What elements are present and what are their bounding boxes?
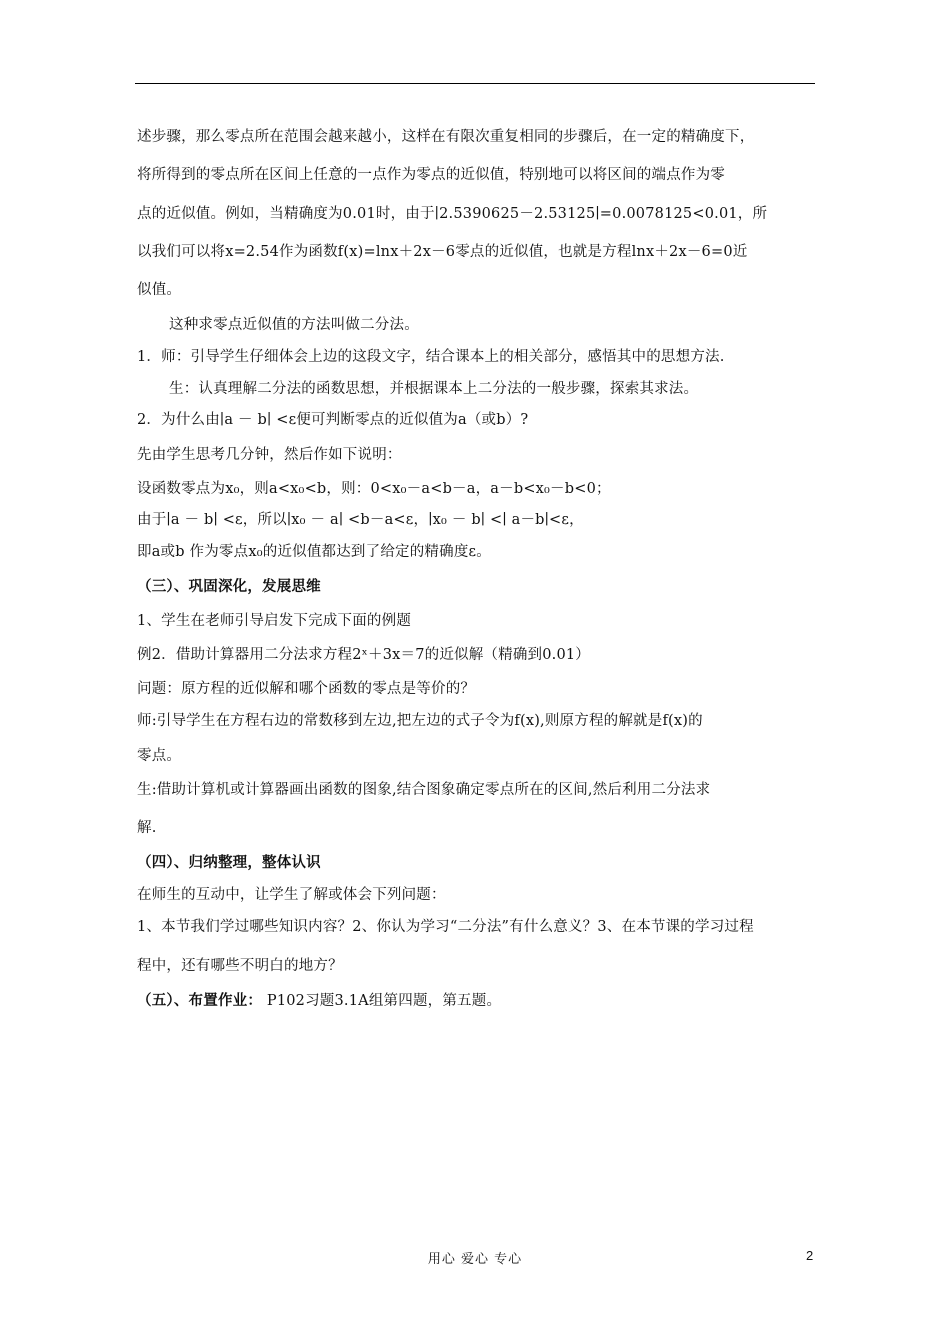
section-heading: （五）、布置作业： (137, 992, 263, 1009)
text-line: 1、本节我们学过哪些知识内容？2、你认为学习“二分法”有什么意义？3、在本节课的学习过程 (137, 919, 754, 935)
page-number: 2 (806, 1248, 814, 1263)
text-line: 这种求零点近似值的方法叫做二分法。 (169, 317, 419, 333)
text-line: 2．为什么由∣a － b∣ <ε便可判断零点的近似值为a（或b）? (137, 412, 529, 428)
text-line: 例2．借助计算器用二分法求方程2ˣ＋3x＝7的近似解（精确到0.01） (137, 647, 591, 663)
text-line: 点的近似值。例如，当精确度为0.01时，由于∣2.5390625－2.53125∣=0.0078125<0.01，所 (137, 206, 768, 222)
text-line: 将所得到的零点所在区间上任意的一点作为零点的近似值，特别地可以将区间的端点作为零 (137, 167, 725, 183)
text-line: P102习题3.1A组第四题，第五题。 (266, 993, 502, 1009)
text-line: 程中，还有哪些不明白的地方？ (137, 958, 343, 974)
text-line: 1．师：引导学生仔细体会上边的这段文字，结合课本上的相关部分，感悟其中的思想方法. (137, 349, 725, 365)
text-line: 生:借助计算机或计算器画出函数的图象,结合图象确定零点所在的区间,然后利用二分法求 (137, 782, 711, 798)
text-line: 设函数零点为x₀，则a<x₀<b，则：0<x₀－a<b－a，a－b<x₀－b<0； (137, 481, 611, 497)
text-line: 先由学生思考几分钟，然后作如下说明： (137, 447, 402, 463)
text-line: 即a或b 作为零点x₀的近似值都达到了给定的精确度ε。 (137, 544, 491, 560)
text-line: 由于∣a － b∣ <ε，所以∣x₀ － a∣ <b－a<ε，∣x₀ － b∣ <∣ a－b∣<ε， (137, 512, 584, 528)
text-line (137, 989, 501, 1010)
text-line: 师:引导学生在方程右边的常数移到左边,把左边的式子令为f(x),则原方程的解就是f(x)的 (137, 713, 703, 729)
text-line: 以我们可以将x=2.54作为函数f(x)=lnx＋2x－6零点的近似值，也就是方程lnx＋2x－6=0近 (137, 244, 748, 260)
text-line: 问题：原方程的近似解和哪个函数的零点是等价的？ (137, 681, 476, 697)
section-heading: （三）、巩固深化，发展思维 (137, 578, 321, 595)
text-line: 解. (137, 820, 157, 836)
text-line: 1、学生在老师引导启发下完成下面的例题 (137, 613, 412, 629)
text-line: 生：认真理解二分法的函数思想，并根据课本上二分法的一般步骤，探索其求法。 (169, 381, 699, 397)
text-line: 述步骤，那么零点所在范围会越来越小，这样在有限次重复相同的步骤后，在一定的精确度下， (137, 129, 755, 145)
text-line: 零点。 (137, 748, 182, 764)
header-rule (135, 83, 815, 84)
footer-motto: 用心 爱心 专心 (427, 1252, 523, 1267)
section-heading: （四）、归纳整理，整体认识 (137, 854, 321, 871)
text-line: 似值。 (137, 282, 182, 298)
text-line: 在师生的互动中，让学生了解或体会下列问题： (137, 887, 446, 903)
